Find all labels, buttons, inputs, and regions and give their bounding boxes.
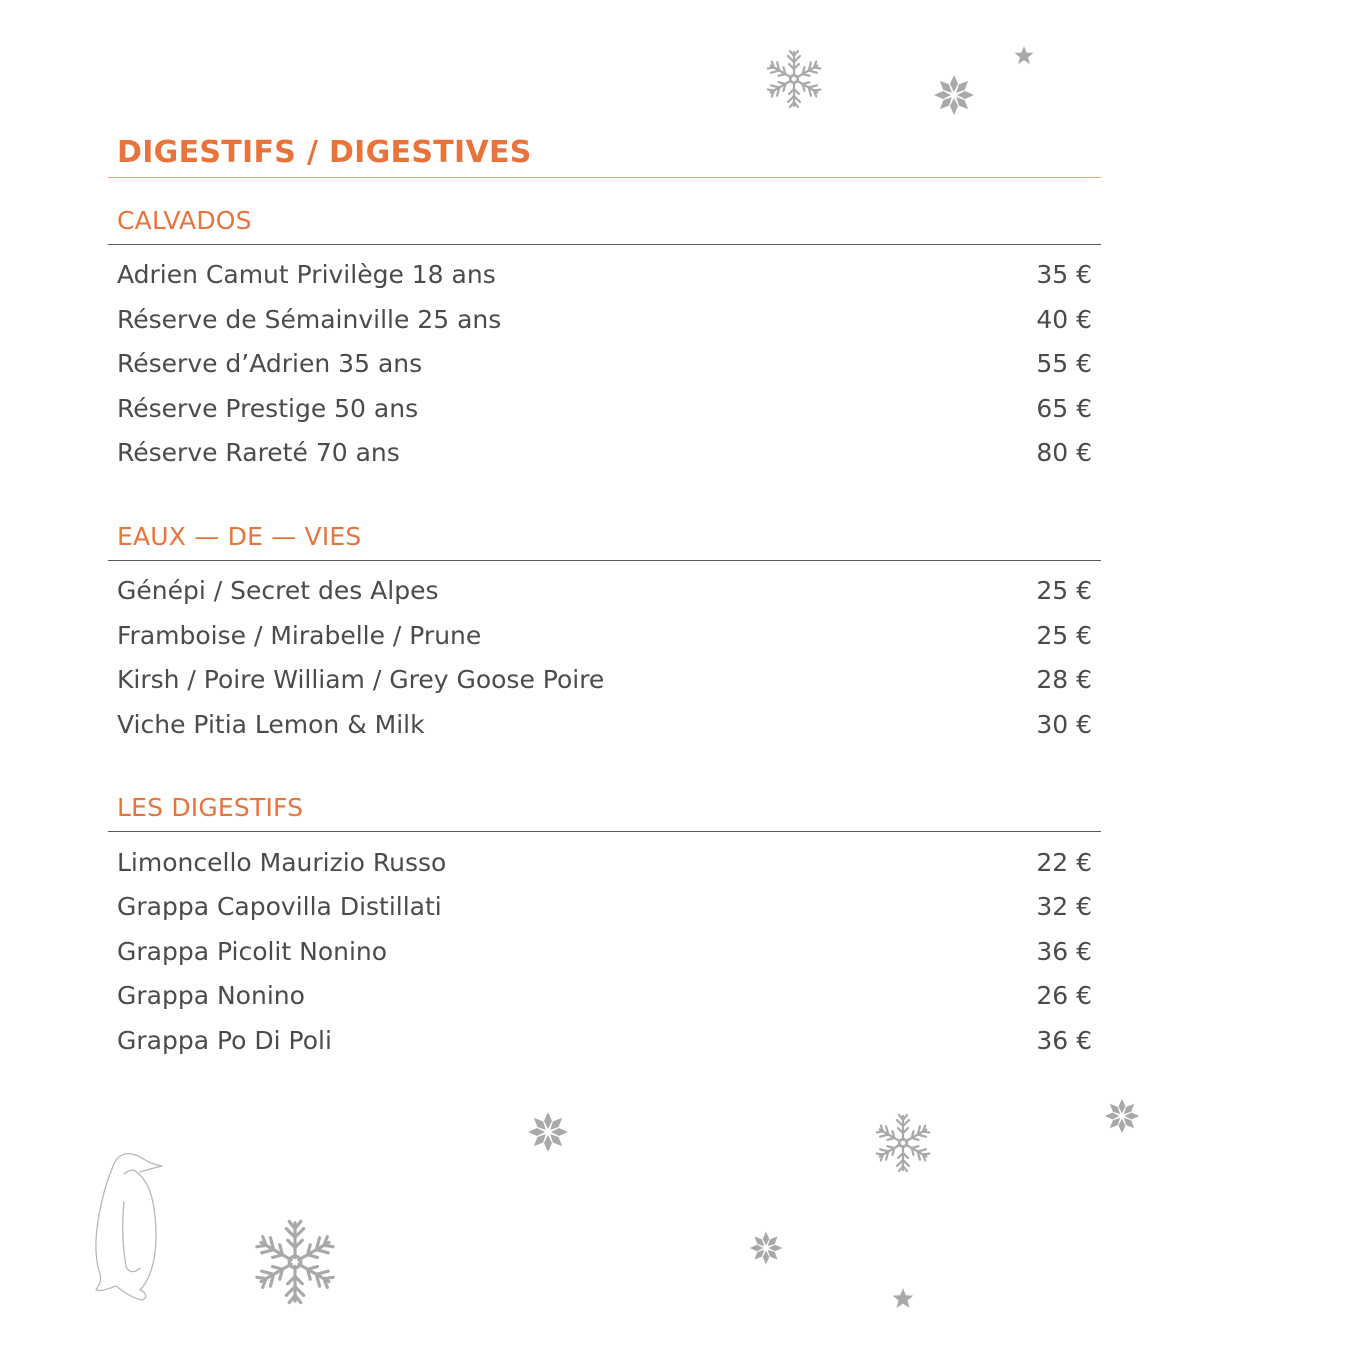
item-name: Limoncello Maurizio Russo	[117, 848, 447, 877]
star-icon	[1013, 45, 1035, 67]
menu-item	[108, 258, 1101, 302]
menu-item	[108, 663, 1101, 707]
menu-item	[108, 619, 1101, 663]
page-title: DIGESTIFS / DIGESTIVES	[117, 135, 532, 170]
item-name: Kirsh / Poire William / Grey Goose Poire	[117, 665, 605, 694]
snowflake-icon	[873, 1112, 933, 1174]
menu-item	[108, 890, 1101, 934]
star-flower-icon	[932, 73, 976, 117]
item-name: Génépi / Secret des Alpes	[117, 576, 439, 605]
item-name: Grappa Picolit Nonino	[117, 937, 388, 966]
item-name: Réserve Rareté 70 ans	[117, 438, 400, 467]
item-price: 25 €	[1036, 621, 1092, 650]
section-divider	[108, 560, 1101, 561]
star-flower-icon	[526, 1110, 570, 1154]
item-price: 65 €	[1036, 394, 1092, 423]
snowflake-icon	[764, 48, 824, 110]
section-divider	[108, 244, 1101, 245]
menu-item	[108, 979, 1101, 1023]
item-price: 36 €	[1036, 937, 1092, 966]
menu-item	[108, 347, 1101, 391]
section-title: CALVADOS	[117, 206, 252, 235]
menu-item	[108, 436, 1101, 480]
snowflake-icon	[250, 1215, 340, 1309]
item-name: Grappa Nonino	[117, 981, 305, 1010]
item-price: 26 €	[1036, 981, 1092, 1010]
penguin-icon	[90, 1150, 170, 1302]
item-name: Adrien Camut Privilège 18 ans	[117, 260, 496, 289]
item-price: 28 €	[1036, 665, 1092, 694]
menu-item	[108, 392, 1101, 436]
item-price: 30 €	[1036, 710, 1092, 739]
star-flower-icon	[1103, 1097, 1141, 1135]
item-name: Réserve d’Adrien 35 ans	[117, 349, 423, 378]
item-name: Grappa Po Di Poli	[117, 1026, 332, 1055]
star-flower-icon	[748, 1230, 784, 1266]
menu-item	[108, 574, 1101, 618]
item-name: Viche Pitia Lemon & Milk	[117, 710, 425, 739]
item-price: 55 €	[1036, 349, 1092, 378]
section-title: LES DIGESTIFS	[117, 793, 304, 822]
item-price: 25 €	[1036, 576, 1092, 605]
menu-item	[108, 846, 1101, 890]
section-divider	[108, 831, 1101, 832]
item-price: 32 €	[1036, 892, 1092, 921]
item-name: Réserve de Sémainville 25 ans	[117, 305, 502, 334]
item-name: Grappa Capovilla Distillati	[117, 892, 442, 921]
item-price: 35 €	[1036, 260, 1092, 289]
menu-item	[108, 708, 1101, 752]
section-title: EAUX — DE — VIES	[117, 522, 362, 551]
menu-item	[108, 935, 1101, 979]
item-name: Réserve Prestige 50 ans	[117, 394, 419, 423]
item-price: 36 €	[1036, 1026, 1092, 1055]
item-price: 80 €	[1036, 438, 1092, 467]
item-name: Framboise / Mirabelle / Prune	[117, 621, 482, 650]
title-divider	[108, 177, 1101, 178]
item-price: 40 €	[1036, 305, 1092, 334]
menu-item	[108, 303, 1101, 347]
item-price: 22 €	[1036, 848, 1092, 877]
star-icon	[891, 1287, 915, 1311]
menu-item	[108, 1024, 1101, 1068]
